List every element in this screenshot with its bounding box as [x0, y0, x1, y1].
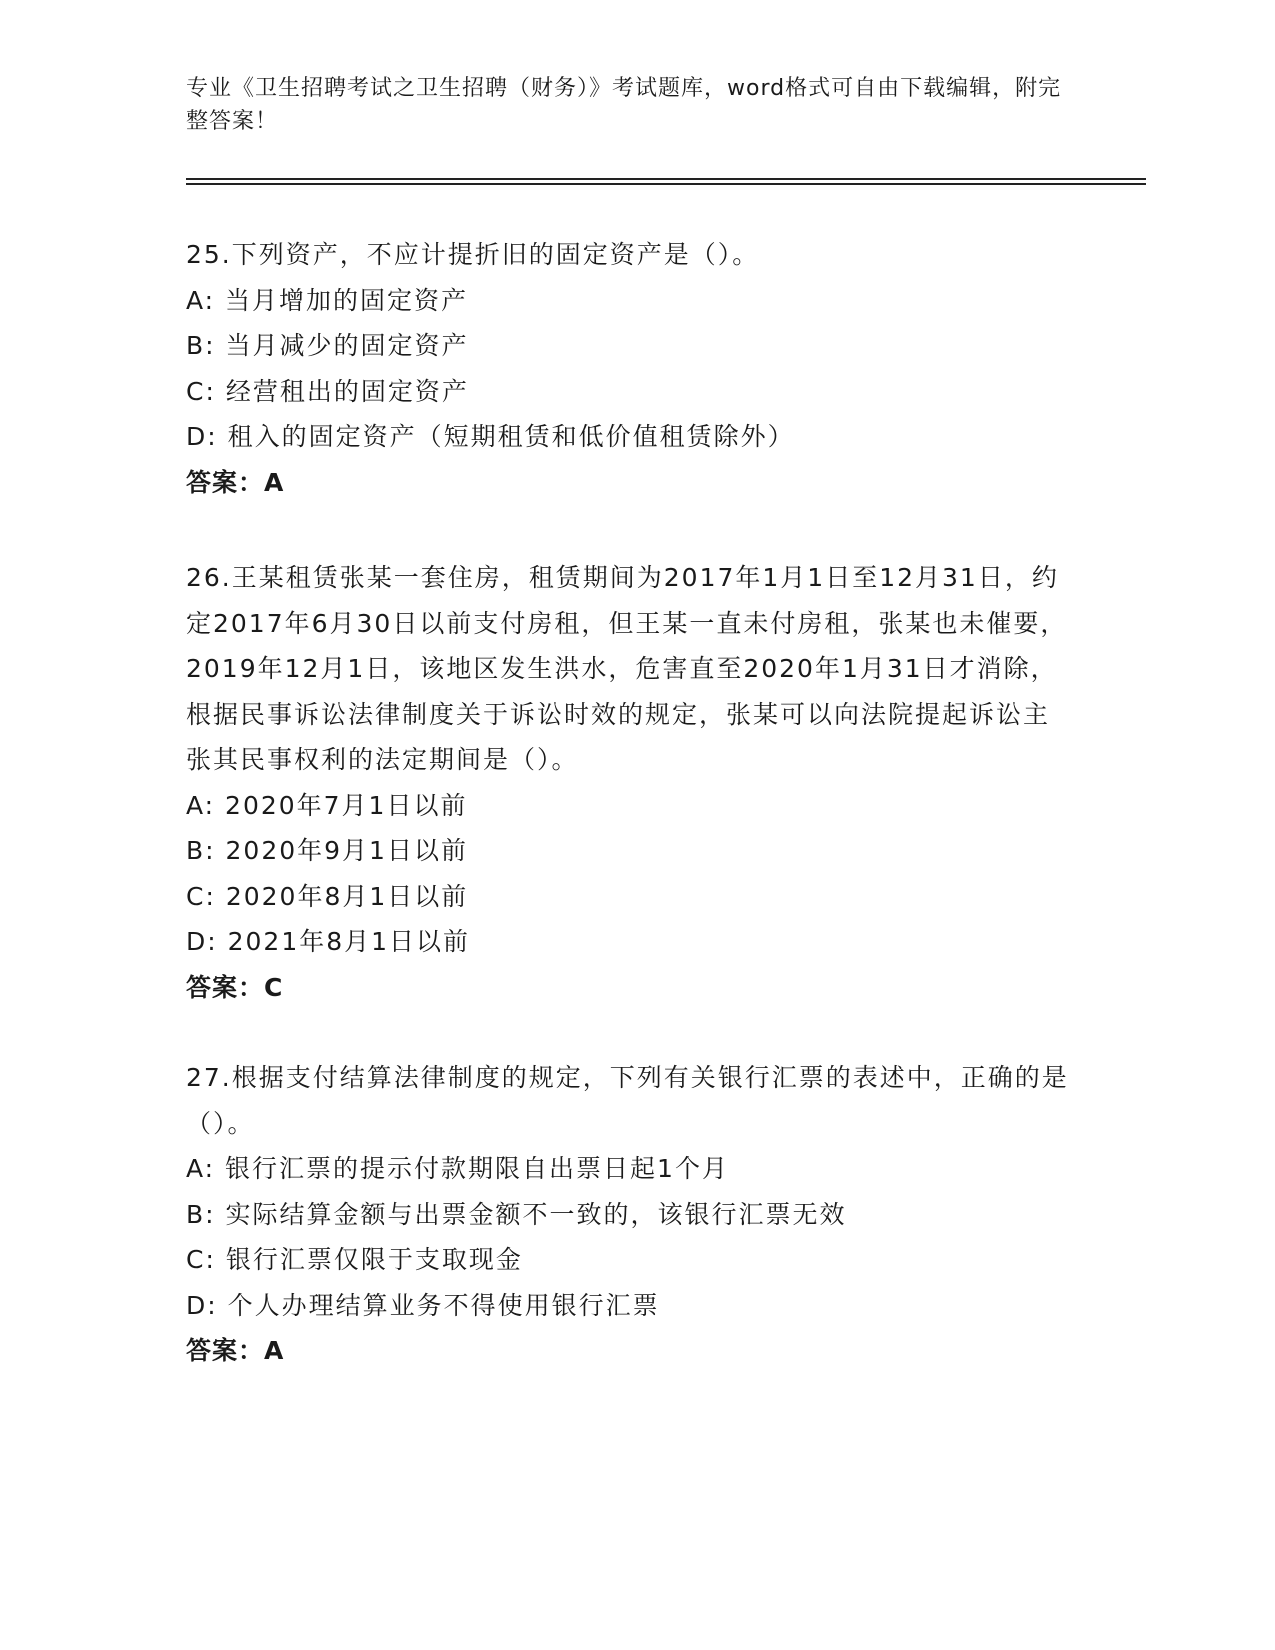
option-b: B: 2020年9月1日以前: [186, 836, 468, 865]
option-c: C: 经营租出的固定资产: [186, 376, 469, 406]
header-divider-top: [186, 178, 1146, 180]
option-c: C: 2020年8月1日以前: [186, 881, 469, 911]
question-stem: 25.下列资产，不应计提折旧的固定资产是（）。: [186, 240, 760, 269]
option-d: D: 租入的固定资产（短期租赁和低价值租赁除外）: [186, 422, 795, 451]
option-a: A: 银行汇票的提示付款期限自出票日起1个月: [186, 1154, 729, 1183]
header-divider-bottom: [186, 183, 1146, 185]
option-d: D: 个人办理结算业务不得使用银行汇票: [186, 1290, 660, 1320]
question-27: [186, 1055, 1076, 1374]
question-26: [186, 555, 1076, 1010]
option-d: D: 2021年8月1日以前: [186, 927, 471, 956]
option-a: A: 2020年7月1日以前: [186, 790, 468, 820]
answer: 答案：A: [186, 467, 285, 497]
answer: 答案：A: [186, 1336, 285, 1365]
option-b: B: 实际结算金额与出票金额不一致的，该银行汇票无效: [186, 1199, 847, 1229]
option-b: B: 当月减少的固定资产: [186, 331, 469, 360]
question-stem: 27.根据支付结算法律制度的规定，下列有关银行汇票的表述中，正确的是（）。: [186, 1063, 1069, 1138]
question-25: [186, 232, 1076, 505]
question-stem: 26.王某租赁张某一套住房，租赁期间为2017年1月1日至12月31日，约定2017年6月30日以前支付房租，但王某一直未付房租，张某也未催要，2019年12月1日，该地区发生洪水，危害直至2020年1月31日才消除，根据民事诉讼法律制度关于诉讼时效的规定，张某可以向法院提起诉讼主张其民事权利的法定期间是（）。: [186, 563, 1068, 774]
answer: 答案：C: [186, 972, 284, 1002]
document-header: 专业《卫生招聘考试之卫生招聘（财务）》考试题库，word格式可自由下载编辑，附完整答案！: [186, 76, 1062, 134]
option-c: C: 银行汇票仅限于支取现金: [186, 1245, 523, 1274]
option-a: A: 当月增加的固定资产: [186, 285, 469, 315]
